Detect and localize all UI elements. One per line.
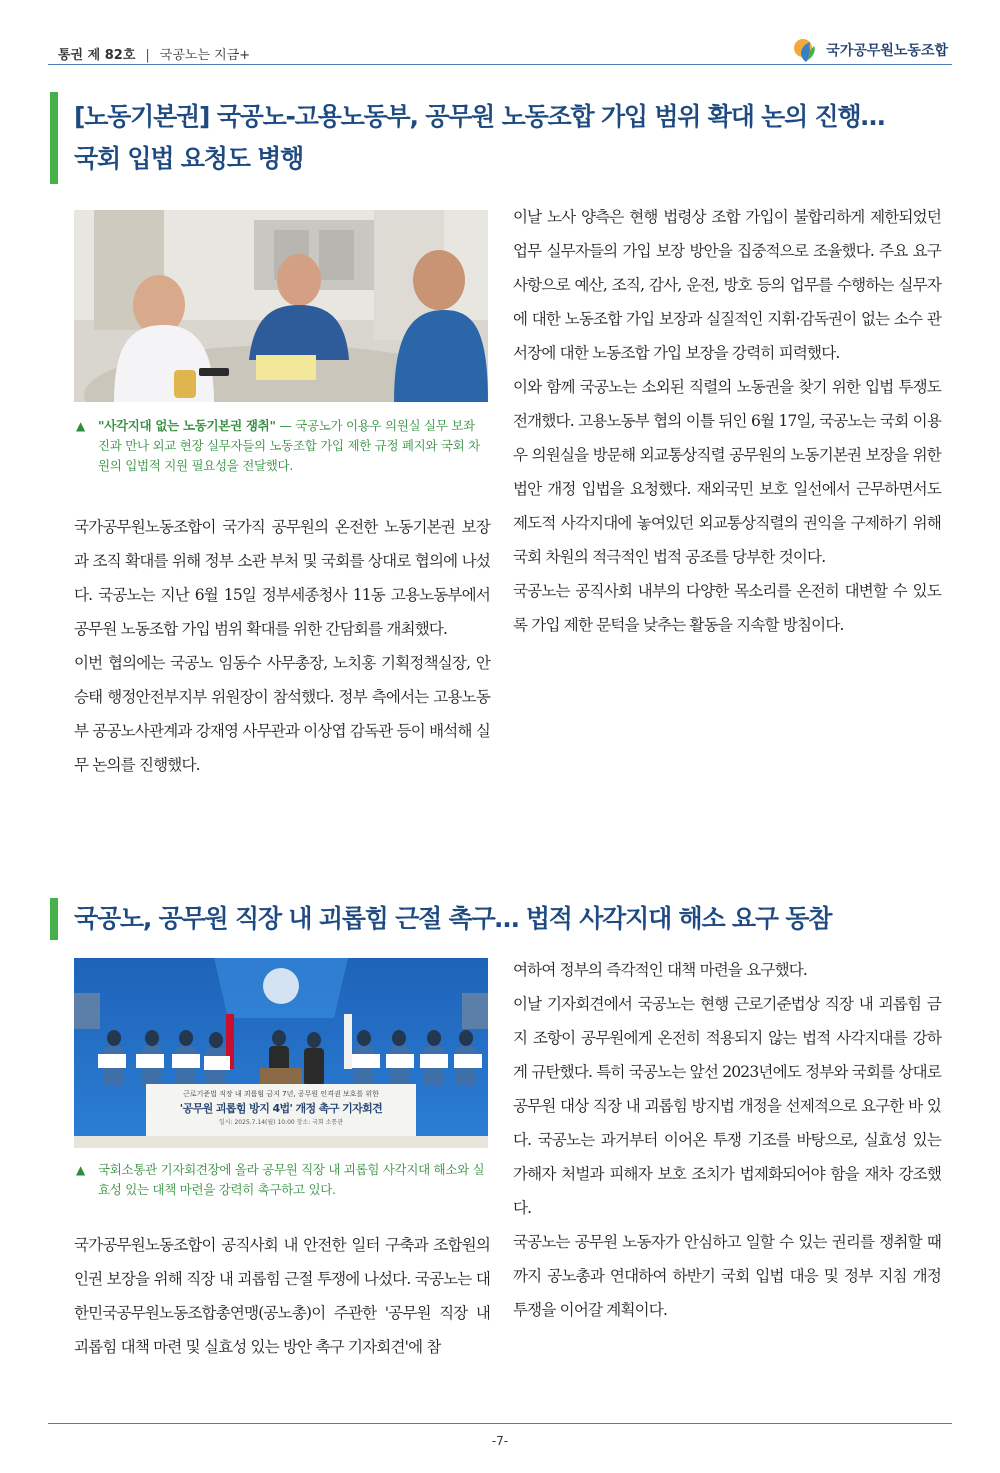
section-name: 국공노는 지금+ <box>159 48 251 63</box>
triangle-up-icon: ▲ <box>76 419 86 433</box>
org-logo-icon <box>792 36 820 64</box>
article2-right-paragraph-1: 여하여 정부의 즉각적인 대책 마련을 요구했다. <box>513 961 808 979</box>
article1-left-paragraph-2: 이번 협의에는 국공노 임동수 사무총장, 노치홍 기획정책실장, 안승태 행정안전부지부 위원장이 참석했다. 정부 측에서는 고용노동부 공공노사관계과 강재영 사무관과 이상엽 감독관 등이 배석해 실무 논의를 진행했다. <box>74 654 490 774</box>
banner-subtitle: 근로기준법 직장 내 괴롭힘 금지 7년, 공무원 인격권 보호를 위한 <box>183 1090 379 1098</box>
article2-photo <box>74 958 488 1148</box>
article1-photo <box>74 210 488 402</box>
article2-title: 국공노, 공무원 직장 내 괴롭힘 근절 촉구… 법적 사각지대 해소 요구 동참 <box>74 904 832 933</box>
article1-title <box>74 96 884 180</box>
article1-right-column <box>513 200 941 642</box>
footer-divider <box>48 1423 952 1424</box>
press-banner <box>146 1088 416 1128</box>
header-separator: | <box>145 48 150 63</box>
article1-left-column <box>74 510 490 782</box>
org-logo <box>792 36 948 64</box>
article1-title-line2: 국회 입법 요청도 병행 <box>74 144 304 173</box>
article1-right-paragraph-3: 국공노는 공직사회 내부의 다양한 목소리를 온전히 대변할 수 있도록 가입 제한 문턱을 낮추는 활동을 지속할 방침이다. <box>513 582 941 634</box>
header-divider <box>48 64 952 65</box>
headline-accent-bar <box>50 898 58 940</box>
banner-title: '공무원 괴롭힘 방지 4법' 개정 촉구 기자회견 <box>179 1102 383 1115</box>
article2-right-column <box>513 953 941 1327</box>
article1-caption-text: — 국공노가 이용우 의원실 실무 보좌진과 만나 외교 현장 실무자들의 노동조합 가입 제한 규정 폐지와 국회 차원의 입법적 지원 필요성을 전달했다. <box>98 418 480 473</box>
headline-accent-bar <box>50 92 58 184</box>
article2-left-paragraph-1: 국가공무원노동조합이 공직사회 내 안전한 일터 구축과 조합원의 인권 보장을 위해 직장 내 괴롭힘 근절 투쟁에 나섰다. 국공노는 대한민국공무원노동조합총연맹(공노총)이 주관한 '공무원 직장 내 괴롭힘 대책 마련 및 실효성 있는 방안 촉구 기자회견'에 참 <box>74 1236 490 1356</box>
page-number: -7- <box>491 1434 509 1448</box>
running-header <box>58 44 250 63</box>
article2-left-column <box>74 1228 490 1364</box>
issue-number: 통권 제 82호 <box>58 48 136 63</box>
article2-caption-text: 국회소통관 기자회견장에 올라 공무원 직장 내 괴롭힘 사각지대 해소와 실효성 있는 대책 마련을 강력히 촉구하고 있다. <box>98 1162 485 1197</box>
article2-right-paragraph-3: 국공노는 공무원 노동자가 안심하고 일할 수 있는 권리를 쟁취할 때까지 공노총과 연대하여 하반기 국회 입법 대응 및 정부 지침 개정 투쟁을 이어갈 계획이다. <box>513 1233 941 1319</box>
article1-left-paragraph-1: 국가공무원노동조합이 국가직 공무원의 온전한 노동기본권 보장과 조직 확대를 위해 정부 소관 부처 및 국회를 상대로 협의에 나섰다. 국공노는 지난 6월 15일 정부세종청사 11동 고용노동부에서 공무원 노동조합 가입 범위 확대를 위한 간담회를 개최했다. <box>74 518 490 638</box>
article1-caption-bold: "사각지대 없는 노동기본권 쟁취" <box>98 418 276 433</box>
meeting-photo-illustration <box>74 210 488 402</box>
article2-right-paragraph-2: 이날 기자회견에서 국공노는 현행 근로기준법상 직장 내 괴롭힘 금지 조항이 공무원에게 온전히 적용되지 않는 법적 사각지대를 강하게 규탄했다. 특히 국공노는 앞선 2023년에도 정부와 국회를 상대로 공무원 대상 직장 내 괴롭힘 방지법 개정을 선제적으로 요구한 바 있다. 국공노는 과거부터 이어온 투쟁 기조를 바탕으로, 실효성 있는 가해자 처벌과 피해자 보호 조치가 법제화되어야 함을 재차 강조했다. <box>513 995 941 1217</box>
article1-caption <box>76 416 486 476</box>
org-name: 국가공무원노동조합 <box>826 43 948 59</box>
triangle-up-icon: ▲ <box>76 1163 86 1177</box>
article2-caption <box>76 1160 486 1200</box>
article1-right-paragraph-1: 이날 노사 양측은 현행 법령상 조합 가입이 불합리하게 제한되었던 업무 실무자들의 가입 보장 방안을 집중적으로 조율했다. 주요 요구 사항으로 예산, 조직, 감사, 운전, 방호 등의 업무를 수행하는 실무자에 대한 노동조합 가입 보장과 실질적인 지휘·감독권이 없는 소수 관서장에 대한 노동조합 가입 보장을 강력히 피력했다. <box>513 208 941 362</box>
article1-title-line1: [노동기본권] 국공노-고용노동부, 공무원 노동조합 가입 범위 확대 논의 진행… <box>74 102 885 131</box>
article1-right-paragraph-2: 이와 함께 국공노는 소외된 직렬의 노동권을 찾기 위한 입법 투쟁도 전개했다. 고용노동부 협의 이틀 뒤인 6월 17일, 국공노는 국회 이용우 의원실을 방문해 외교통상직렬 공무원의 노동기본권 보장을 위한 법안 개정 입법을 요청했다. 재외국민 보호 일선에서 근무하면서도 제도적 사각지대에 놓여있던 외교통상직렬의 권익을 구제하기 위해 국회 차원의 적극적인 법적 공조를 당부한 것이다. <box>513 378 941 566</box>
banner-date: 일시: 2025.7.14(월) 10:00 장소: 국회 소통관 <box>218 1119 344 1126</box>
